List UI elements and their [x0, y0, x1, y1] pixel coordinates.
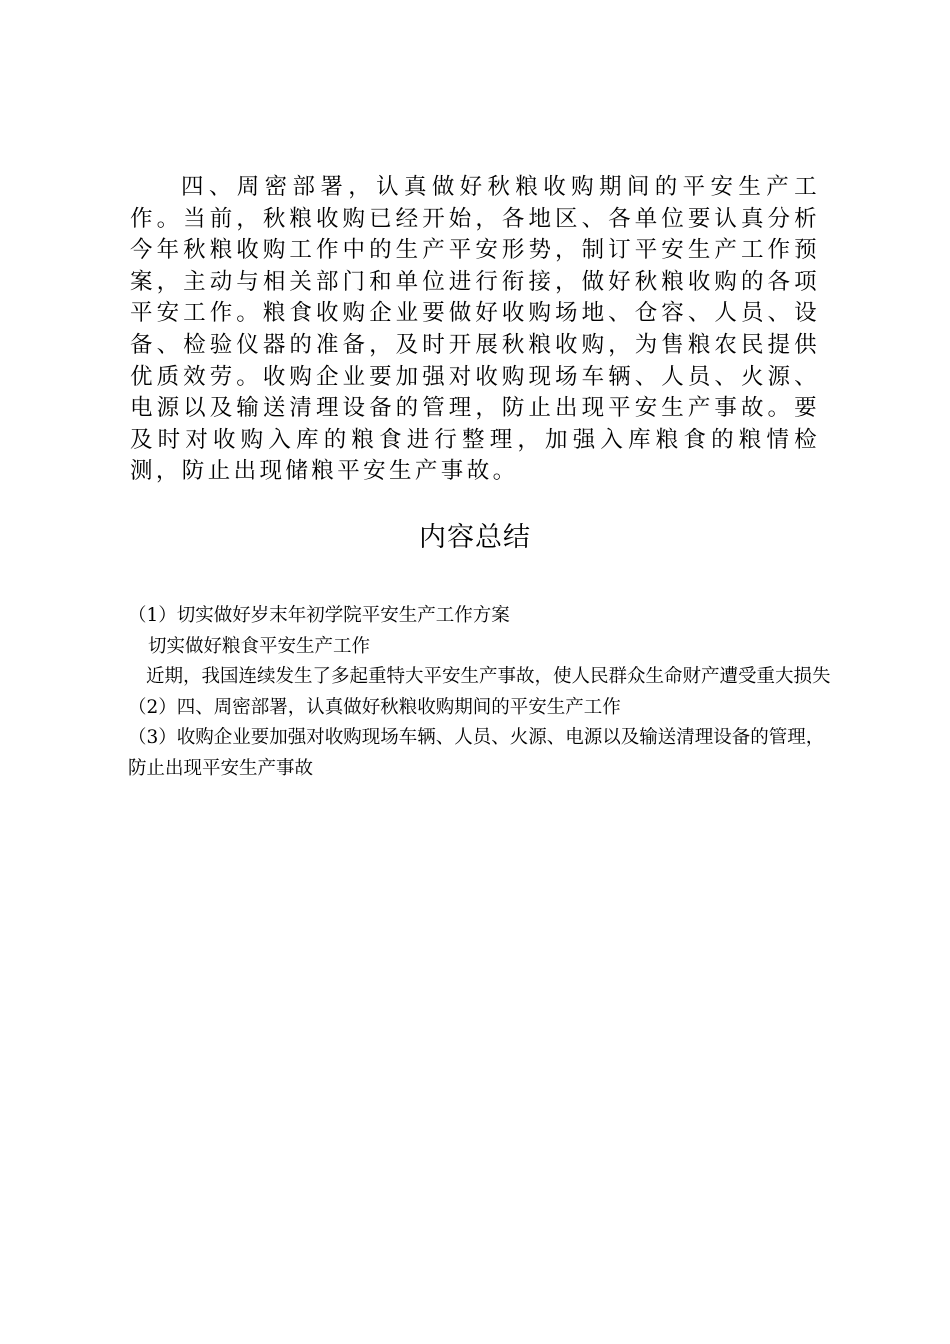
summary-list: [128, 601, 834, 784]
summary-title: 内容总结: [419, 522, 531, 553]
summary-item-3: （3）收购企业要加强对收购现场车辆、人员、火源、电源以及输送清理设备的管理，防止出现平安生产事故: [128, 727, 825, 779]
summary-item-1-subtitle: 切实做好粮食平安生产工作: [148, 635, 371, 657]
summary-item-1-detail: 近期，我国连续发生了多起重特大平安生产事故，使人民群众生命财产遭受重大损失: [146, 666, 831, 687]
summary-item-2: （2）四、周密部署，认真做好秋粮收购期间的平安生产工作: [128, 696, 621, 718]
summary-item-1: （1）切实做好岁末年初学院平安生产工作方案: [128, 605, 510, 626]
body-paragraph: 四、周密部署，认真做好秋粮收购期间的平安生产工作。当前，秋粮收购已经开始，各地区、各单位要认真分析今年秋粮收购工作中的生产平安形势，制订平安生产工作预案，主动与相关部门和单位进行衔接，做好秋粮收购的各项平安工作。粮食收购企业要做好收购场地、仓容、人员、设备、检验仪器的准备，及时开展秋粮收购，为售粮农民提供优质效劳。收购企业要加强对收购现场车辆、人员、火源、电源以及输送清理设备的管理，防止出现平安生产事故。要及时对收购入库的粮食进行整理，加强入库粮食的粮情检测，防止出现储粮平安生产事故。: [130, 174, 820, 485]
